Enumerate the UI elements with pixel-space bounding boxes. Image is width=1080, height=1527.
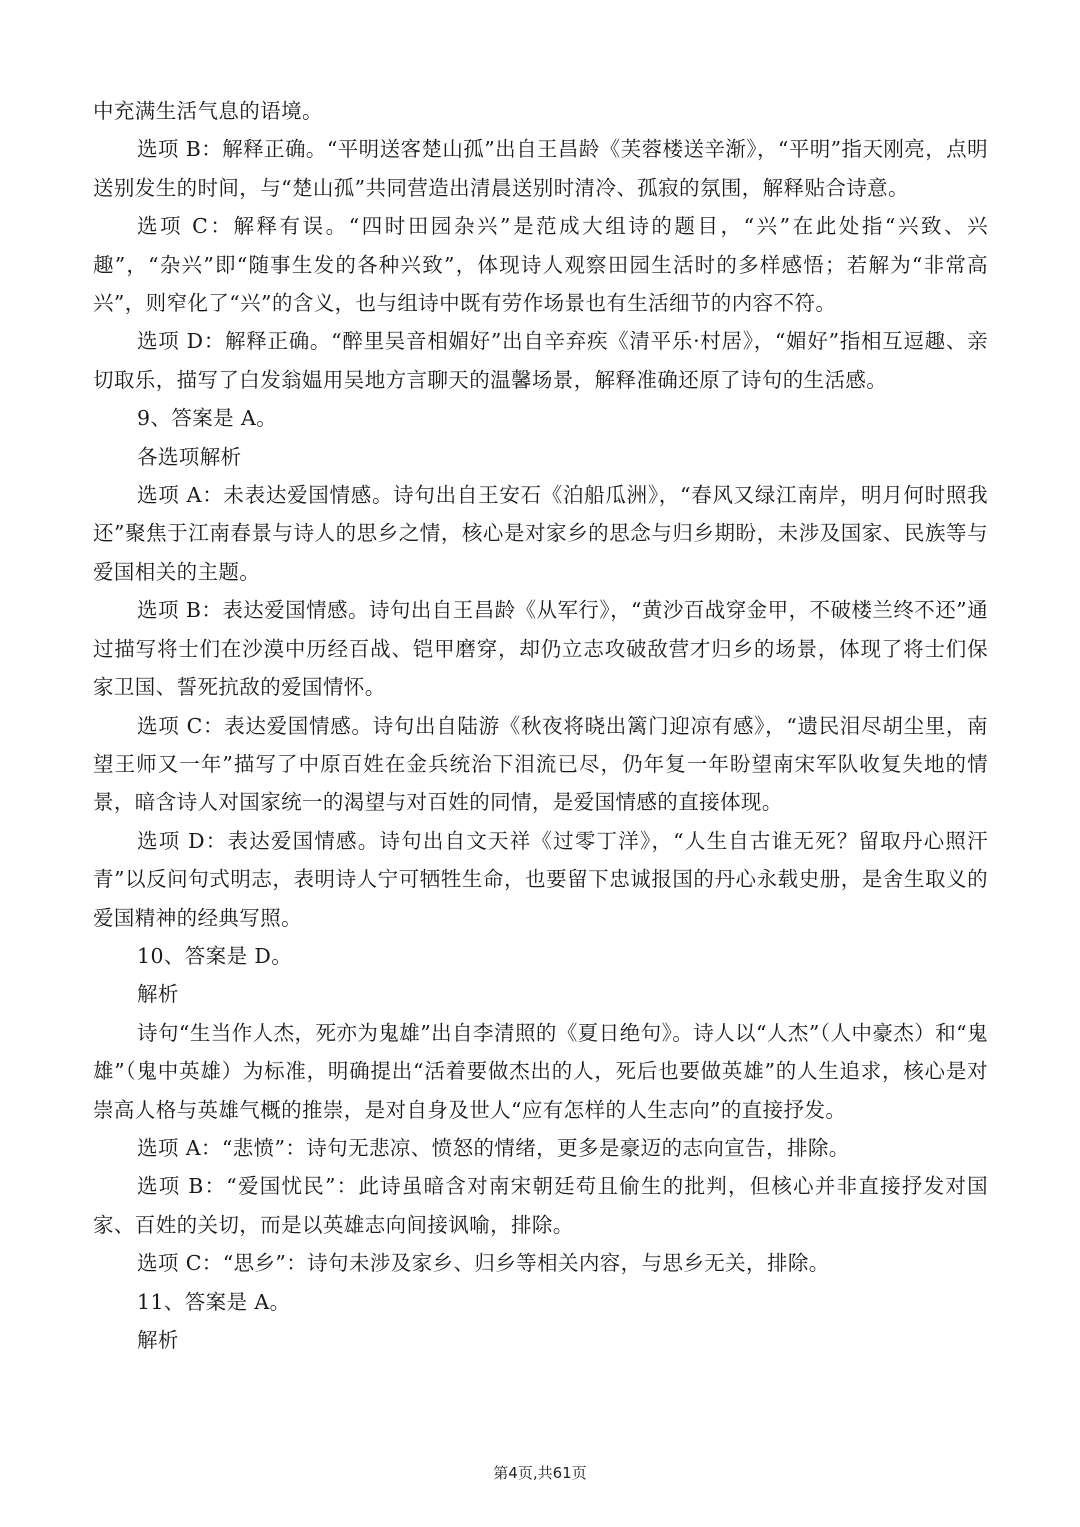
paragraph-q9-option-b: 选项 B：表达爱国情感。诗句出自王昌龄《从军行》，“黄沙百战穿金甲，不破楼兰终不还”通过描写将士们在沙漠中历经百战、铠甲磨穿，却仍立志攻破敌营才归乡的场景，体现了将士们保家卫国、誓死抗敌的爱国情怀。 <box>93 598 988 700</box>
paragraph-continuation: 中充满生活气息的语境。 <box>93 99 323 123</box>
answer-heading-q10: 10、答案是 D。 <box>137 943 293 968</box>
paragraph-q8-option-b: 选项 B：解释正确。“平明送客楚山孤”出自王昌龄《芙蓉楼送辛渐》，“平明”指天刚亮，点明送别发生的时间，与“楚山孤”共同营造出清晨送别时清冷、孤寂的氛围，解释贴合诗意。 <box>93 137 988 200</box>
paragraph-q9-option-d: 选项 D：表达爱国情感。诗句出自文天祥《过零丁洋》，“人生自古谁无死？留取丹心照汗青”以反问句式明志，表明诗人宁可牺牲生命，也要留下忠诚报国的丹心永载史册，是舍生取义的爱国精神的经典写照。 <box>93 828 988 930</box>
paragraph-q10-option-a: 选项 A：“悲愤”：诗句无悲凉、愤怒的情绪，更多是豪迈的志向宣告，排除。 <box>137 1135 850 1160</box>
analysis-heading-q10: 解析 <box>137 982 179 1007</box>
paragraph-q10-analysis: 诗句“生当作人杰，死亦为鬼雄”出自李清照的《夏日绝句》。诗人以“人杰”（人中豪杰）和“鬼雄”（鬼中英雄）为标准，明确提出“活着要做杰出的人，死后也要做英雄”的人生追求，核心是对崇高人格与英雄气概的推崇，是对自身及世人“应有怎样的人生志向”的直接抒发。 <box>93 1020 988 1122</box>
paragraph-q9-option-c: 选项 C：表达爱国情感。诗句出自陆游《秋夜将晓出篱门迎凉有感》，“遗民泪尽胡尘里，南望王师又一年”描写了中原百姓在金兵统治下泪流已尽，仍年复一年盼望南宋军队收复失地的情景，暗含诗人对国家统一的渴望与对百姓的同情，是爱国情感的直接体现。 <box>93 713 988 815</box>
paragraph-q8-option-d: 选项 D：解释正确。“醉里吴音相媚好”出自辛弃疾《清平乐·村居》，“媚好”指相互逗趣、亲切取乐，描写了白发翁媪用吴地方言聊天的温馨场景，解释准确还原了诗句的生活感。 <box>93 329 988 392</box>
paragraph-q10-option-b: 选项 B：“爱国忧民”：此诗虽暗含对南宋朝廷苟且偷生的批判，但核心并非直接抒发对国家、百姓的关切，而是以英雄志向间接讽喻，排除。 <box>93 1174 988 1237</box>
answer-heading-q11: 11、答案是 A。 <box>137 1289 291 1314</box>
analysis-heading-q9: 各选项解析 <box>137 444 242 469</box>
paragraph-q8-option-c: 选项 C：解释有误。“四时田园杂兴”是范成大组诗的题目，“兴”在此处指“兴致、兴趣”，“杂兴”即“随事生发的各种兴致”，体现诗人观察田园生活时的多样感悟；若解为“非常高兴”，则窄化了“兴”的含义，也与组诗中既有劳作场景也有生活细节的内容不符。 <box>93 214 988 316</box>
page-body <box>93 92 988 1359</box>
analysis-heading-q11: 解析 <box>137 1328 179 1352</box>
page-number-footer: 第4页,共61页 <box>493 1464 587 1482</box>
answer-heading-q9: 9、答案是 A。 <box>137 406 278 431</box>
paragraph-q9-option-a: 选项 A：未表达爱国情感。诗句出自王安石《泊船瓜洲》，“春风又绿江南岸，明月何时照我还”聚焦于江南春景与诗人的思乡之情，核心是对家乡的思念与归乡期盼，未涉及国家、民族等与爱国相关的主题。 <box>93 483 988 584</box>
paragraph-q10-option-c: 选项 C：“思乡”：诗句未涉及家乡、归乡等相关内容，与思乡无关，排除。 <box>137 1251 830 1276</box>
